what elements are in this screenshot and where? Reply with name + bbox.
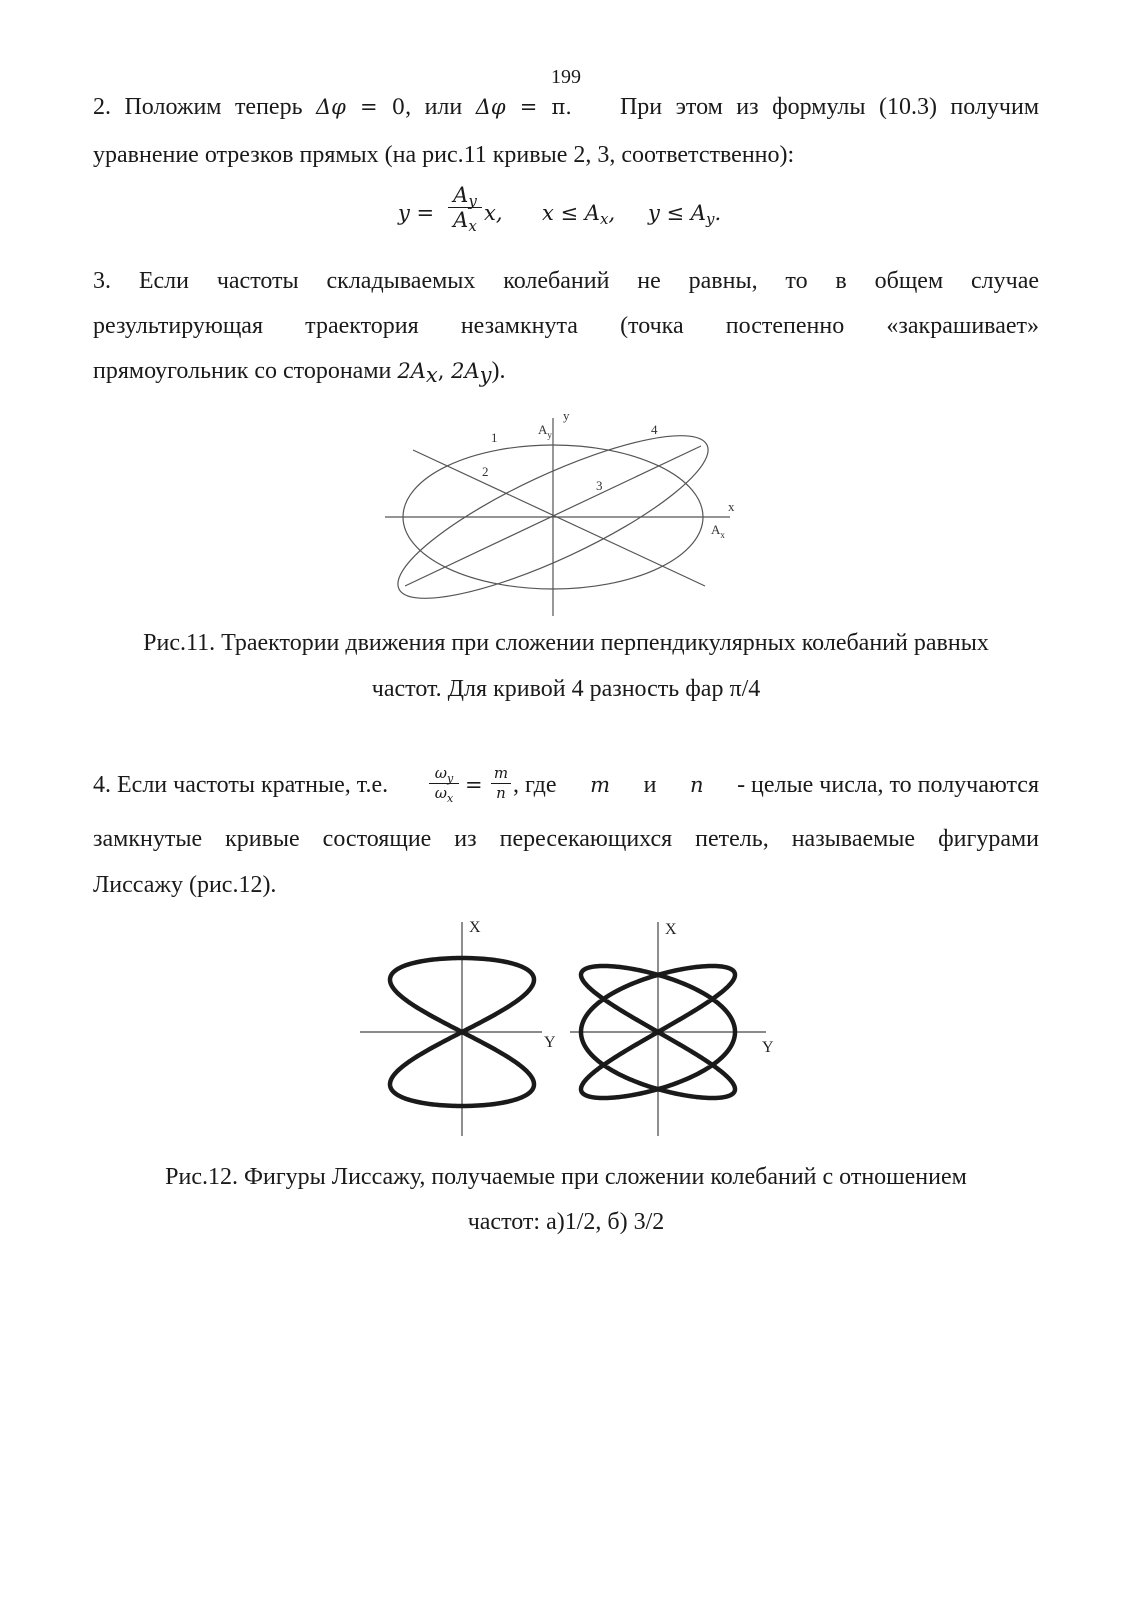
figure-11-label-x: x [728,499,735,514]
figure-12-lissajous [356,914,786,1140]
paragraph-3-line-2: результирующая траектория незамкнута (точка постепенно «закрашивает» [93,313,1039,339]
paragraph-3-line-1: 3. Если частоты складываемых колебаний не равны, то в общем случае [93,268,1039,294]
figure-12-caption-line-1: Рис.12. Фигуры Лиссажу, получаемые при сложении колебаний с отношением [165,1164,967,1190]
page-number: 199 [551,66,581,88]
figure-11-label-curve-2: 2 [482,464,489,479]
formula-condition-y: $y \le A_y$. [648,201,722,228]
m-over-n: $\frac{m}{n}$ [491,764,511,803]
figure-12-left-label-y: Y [544,1034,556,1051]
figure-11-curve-4 [385,407,725,616]
figure-11-label-y: y [563,408,570,423]
paragraph-4-line-1: 4. Если частоты кратные, т.е. $\frac{\omega_y}{\omega_x}$ = $\frac{m}{n}$ , где m и n - целые числа, то получаются [93,764,1039,805]
formula-fraction: $\frac{A_y}{A_x}$ [448,183,482,232]
figure-11-trajectories [385,404,745,616]
figure-12-caption-line-2: частот: а)1/2, б) 3/2 [467,1209,665,1235]
omega-ratio: $\frac{\omega_y}{\omega_x}$ [429,764,459,803]
paragraph-4-line-2: замкнутые кривые состоящие из пересекающихся петель, называемые фигурами [93,826,1039,852]
line-segment-formula: y = $\frac{A_y}{A_x}$ x, $x \le A_x$, $y \le A_y$. [398,183,722,235]
figure-11-label-ay: $A_y$ [538,422,552,440]
figure-11-caption-line-2: частот. Для кривой 4 разность фар π/4 [371,676,761,702]
figure-11-label-ax: $A_x$ [711,522,725,540]
figure-11-label-curve-4: 4 [651,422,658,437]
figure-12-right-label-x: X [665,921,677,938]
paragraph-2-line-2: уравнение отрезков прямых (на рис.11 кривые 2, 3, соответственно): [93,142,795,168]
formula-condition-x: $x \le A_x$, [542,201,616,228]
figure-11-line-2 [413,450,705,586]
figure-12-right-label-y: Y [762,1039,774,1056]
paragraph-2-line-1: 2. Положим теперь Δφ = 0, или Δφ = π. При этом из формулы (10.3) получим [93,94,1040,120]
figure-11-label-curve-1: 1 [491,430,498,445]
figure-11-label-curve-3: 3 [596,478,603,493]
figure-12-left-label-x: X [469,919,481,936]
figure-11-caption-line-1: Рис.11. Траектории движения при сложении перпендикулярных колебаний равных [143,630,989,656]
paragraph-4-line-3: Лиссажу (рис.12). [93,872,277,898]
paragraph-3-line-3: прямоугольник со сторонами $2A_x$, $2A_y$). [93,358,506,387]
